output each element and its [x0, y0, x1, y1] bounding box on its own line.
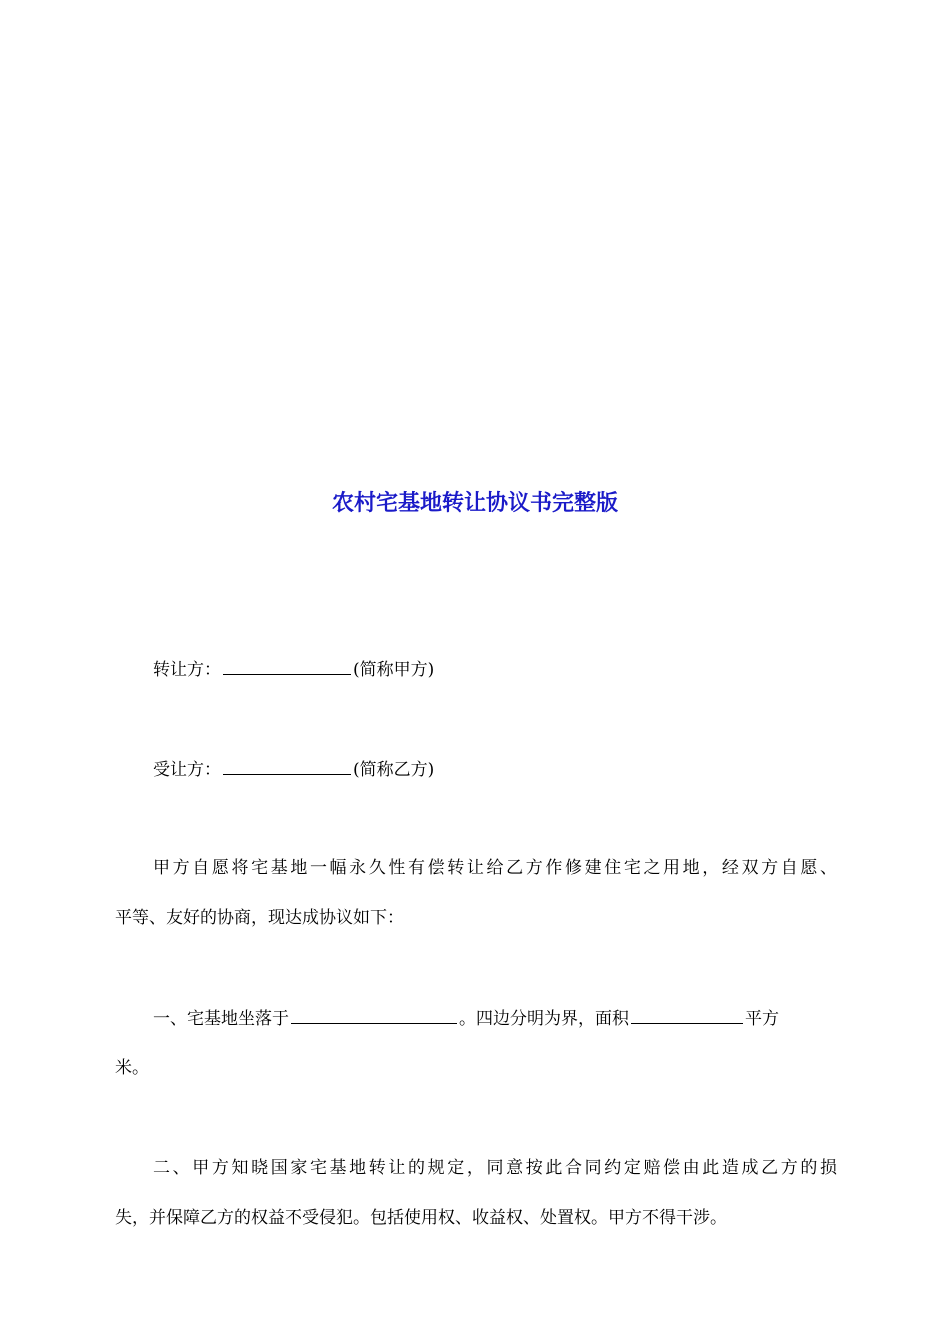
clause1-line-2: 米。 — [115, 1058, 149, 1078]
intro-line-2: 平等、友好的协商，现达成协议如下： — [115, 908, 404, 928]
intro-line-1: 甲方自愿将宅基地一幅永久性有偿转让给乙方作修建住宅之用地，经双方自愿、 — [153, 858, 837, 878]
transferee-label: 受让方： — [153, 760, 221, 780]
transferee-blank — [223, 757, 351, 775]
area-blank — [631, 1006, 743, 1024]
clause2-line-1: 二、甲方知晓国家宅基地转让的规定，同意按此合同约定赔偿由此造成乙方的损 — [153, 1158, 837, 1178]
clause1-line-1 — [115, 1006, 875, 1031]
transferor-line — [115, 657, 875, 682]
location-blank — [291, 1006, 457, 1024]
transferee-line — [115, 757, 875, 782]
clause2-line-2: 失，并保障乙方的权益不受侵犯。包括使用权、收益权、处置权。甲方不得干涉。 — [115, 1208, 727, 1228]
clause1-part1: 一、宅基地坐落于 — [153, 1009, 289, 1029]
transferee-suffix: (简称乙方) — [353, 760, 435, 780]
document-title: 农村宅基地转让协议书完整版 — [331, 490, 618, 516]
clause1-part3: 平方 — [745, 1009, 779, 1029]
transferor-suffix: (简称甲方) — [353, 660, 435, 680]
transferor-blank — [223, 657, 351, 675]
clause1-part2: 。四边分明为界，面积 — [459, 1009, 629, 1029]
transferor-label: 转让方： — [153, 660, 221, 680]
